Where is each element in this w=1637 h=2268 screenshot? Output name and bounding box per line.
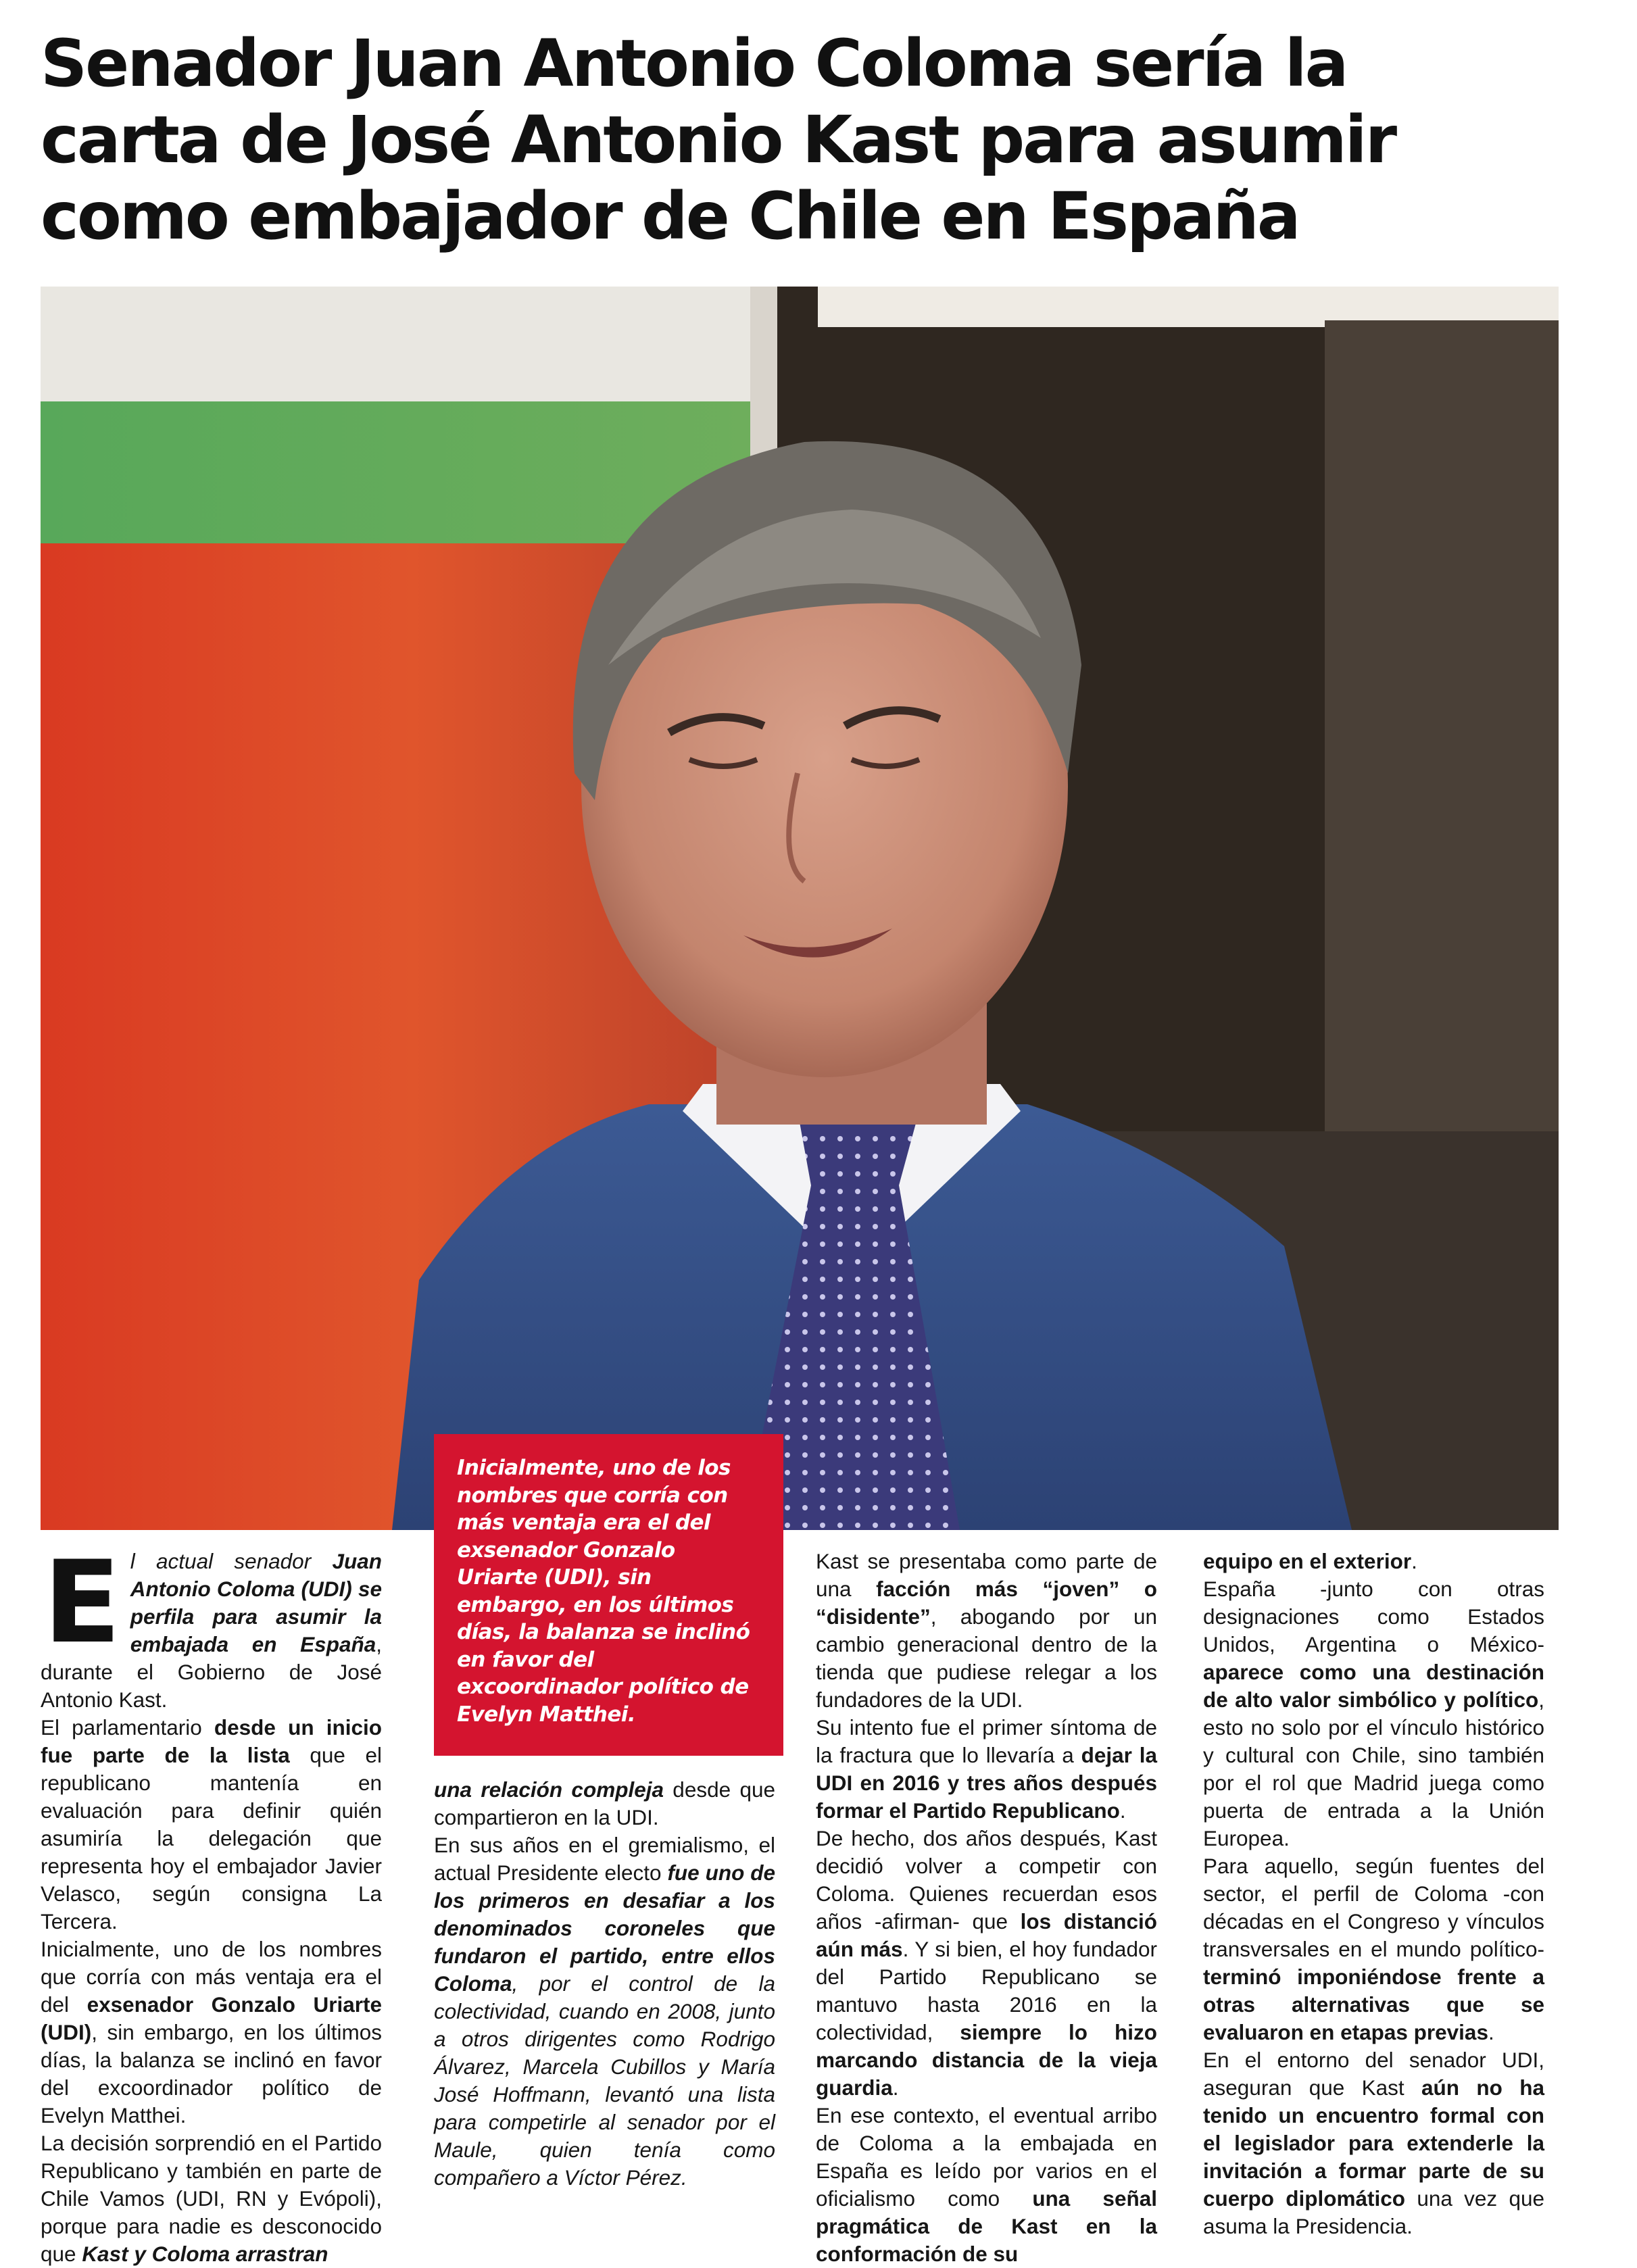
text-run: En el entorno del senador UDI, aseguran que Kast bbox=[1203, 2048, 1544, 2100]
paragraph bbox=[1203, 1575, 1544, 1852]
senator-photo bbox=[41, 287, 1559, 1530]
paragraph bbox=[816, 1714, 1157, 1825]
paragraph bbox=[434, 1831, 775, 2192]
paragraph bbox=[1203, 1548, 1544, 1575]
emphasis: equipo en el exterior bbox=[1203, 1549, 1412, 1573]
emphasis: exsenador Gonzalo Uriarte (UDI) bbox=[41, 1992, 383, 2044]
text-run: Kast se presentaba como parte de una bbox=[816, 1549, 1157, 1601]
paragraph bbox=[41, 1936, 382, 2129]
text-run: que el republicano mantenía en evaluación para definir quién asumiría la delegación que representa hoy el embajador Javier Velasco, según consigna La Tercera. bbox=[41, 1743, 382, 1933]
paragraph bbox=[41, 2129, 382, 2268]
emphasis: Juan Antonio Coloma (UDI) se perfila para asumir la embajada en España bbox=[130, 1549, 382, 1656]
emphasis: siempre lo hizo marcando distancia de la vieja guardia bbox=[816, 2020, 1157, 2100]
portrait-illustration bbox=[41, 287, 1559, 1530]
emphasis: desde un inicio fue parte de la lista bbox=[41, 1715, 382, 1767]
text-run: , durante el Gobierno de José Antonio Kast. bbox=[41, 1632, 382, 1712]
emphasis: facción más “joven” o “disidente” bbox=[816, 1577, 1157, 1629]
emphasis: aún no ha tenido un encuentro formal con el legislador para extenderle la invitación a formar parte de su cuerpo diplomático bbox=[1203, 2075, 1544, 2211]
text-run: España -junto con otras designaciones como Estados Unidos, Argentina o México- bbox=[1203, 1577, 1544, 1656]
text-run: De hecho, dos años después, Kast decidió volver a competir con Coloma. Quienes recuerdan esos años -afirman- que bbox=[816, 1826, 1157, 1933]
text-run: , por el control de la colectividad, cuando en 2008, junto a otros dirigentes como Rodrigo Álvarez, Marcela Cubillos y María José Hoffmann, levantó una lista para competirle al senador por el Maule, quien tenía como compañero a Víctor Pérez. bbox=[434, 1971, 775, 2190]
emphasis: los distanció aún más bbox=[816, 1909, 1157, 1961]
paragraph bbox=[816, 2102, 1157, 2268]
headline-line-1: Senador Juan Antonio Coloma sería la bbox=[41, 26, 1347, 101]
text-run: una vez que asuma la Presidencia. bbox=[1203, 2186, 1545, 2238]
text-run: l actual senador bbox=[130, 1549, 333, 1573]
emphasis: terminó imponiéndose frente a otras alternativas que se evaluaron en etapas previas bbox=[1203, 1965, 1544, 2044]
emphasis: Kast y Coloma arrastran bbox=[82, 2242, 328, 2266]
paragraph bbox=[1203, 2046, 1544, 2240]
emphasis: dejar la UDI en 2016 y tres años después formar el Partido Republicano bbox=[816, 1743, 1157, 1823]
text-run: , sin embargo, en los últimos días, la balanza se inclinó en favor del excoordinador político de Evelyn Matthei. bbox=[41, 2020, 382, 2127]
emphasis: una relación compleja bbox=[434, 1777, 664, 1802]
paragraph bbox=[816, 1548, 1157, 1714]
paragraph bbox=[434, 1776, 775, 1831]
pull-quote bbox=[434, 1434, 783, 1756]
text-run: En sus años en el gremialismo, el actual Presidente electo bbox=[434, 1833, 775, 1885]
text-run: desde que compartieron en la UDI. bbox=[434, 1777, 775, 1829]
emphasis: fue uno de los primeros en desafiar a los denominados coroneles que fundaron el partido, entre ellos Coloma bbox=[434, 1860, 775, 1996]
text-run: . bbox=[892, 2075, 899, 2100]
text-run: , esto no solo por el vínculo histórico y cultural con Chile, sino también por el rol que Madrid juega como puerta de entrada a la Unión Europea. bbox=[1203, 1687, 1544, 1850]
text-run: La decisión sorprendió en el Partido Republicano y también en parte de Chile Vamos (UDI, RN y Evópoli), porque para nadie es desconocido que bbox=[41, 2131, 382, 2266]
emphasis: una señal pragmática de Kast en la conformación de su bbox=[816, 2186, 1157, 2266]
text-run: . bbox=[1411, 1549, 1417, 1573]
text-run: Inicialmente, uno de los nombres que corría con más ventaja era el del bbox=[41, 1937, 382, 2017]
paragraph bbox=[1203, 1852, 1544, 2046]
headline-line-3: como embajador de Chile en España bbox=[41, 178, 1299, 254]
text-run: En ese contexto, el eventual arribo de Coloma a la embajada en España es leído por varios en el oficialismo como bbox=[816, 2103, 1157, 2211]
text-run: . bbox=[1119, 1798, 1126, 1823]
article-column-1 bbox=[41, 1536, 383, 2268]
text-run: . Y si bien, el hoy fundador del Partido Republicano se mantuvo hasta 2016 en la colectividad, bbox=[816, 1937, 1157, 2044]
pull-quote-text: Inicialmente, uno de los nombres que corría con más ventaja era el del exsenador Gonzalo Uriarte (UDI), sin embargo, en los últimos días, la balanza se inclinó en favor del excoordinador político de Evelyn Matthei. bbox=[457, 1456, 750, 1727]
paragraph bbox=[816, 1825, 1157, 2102]
article-column-3 bbox=[816, 1548, 1157, 2268]
headline-line-2: carta de José Antonio Kast para asumir bbox=[41, 102, 1396, 178]
text-run: Para aquello, según fuentes del sector, el perfil de Coloma -con décadas en el Congreso y vínculos transversales en el mundo político- bbox=[1203, 1854, 1544, 1961]
paragraph bbox=[41, 1714, 382, 1936]
text-run: , abogando por un cambio generacional dentro de la tienda que pudiese relegar a los fundadores de la UDI. bbox=[816, 1604, 1157, 1712]
drop-cap: E bbox=[43, 1536, 121, 1669]
text-run: El parlamentario bbox=[41, 1715, 214, 1740]
emphasis: aparece como una destinación de alto valor simbólico y político bbox=[1203, 1660, 1544, 1712]
article-headline bbox=[41, 26, 1595, 255]
article-column-4 bbox=[1203, 1548, 1544, 2240]
text-run: . bbox=[1488, 2020, 1494, 2044]
text-run: Su intento fue el primer síntoma de la fractura que lo llevaría a bbox=[816, 1715, 1157, 1767]
article-column-2 bbox=[434, 1776, 775, 2192]
